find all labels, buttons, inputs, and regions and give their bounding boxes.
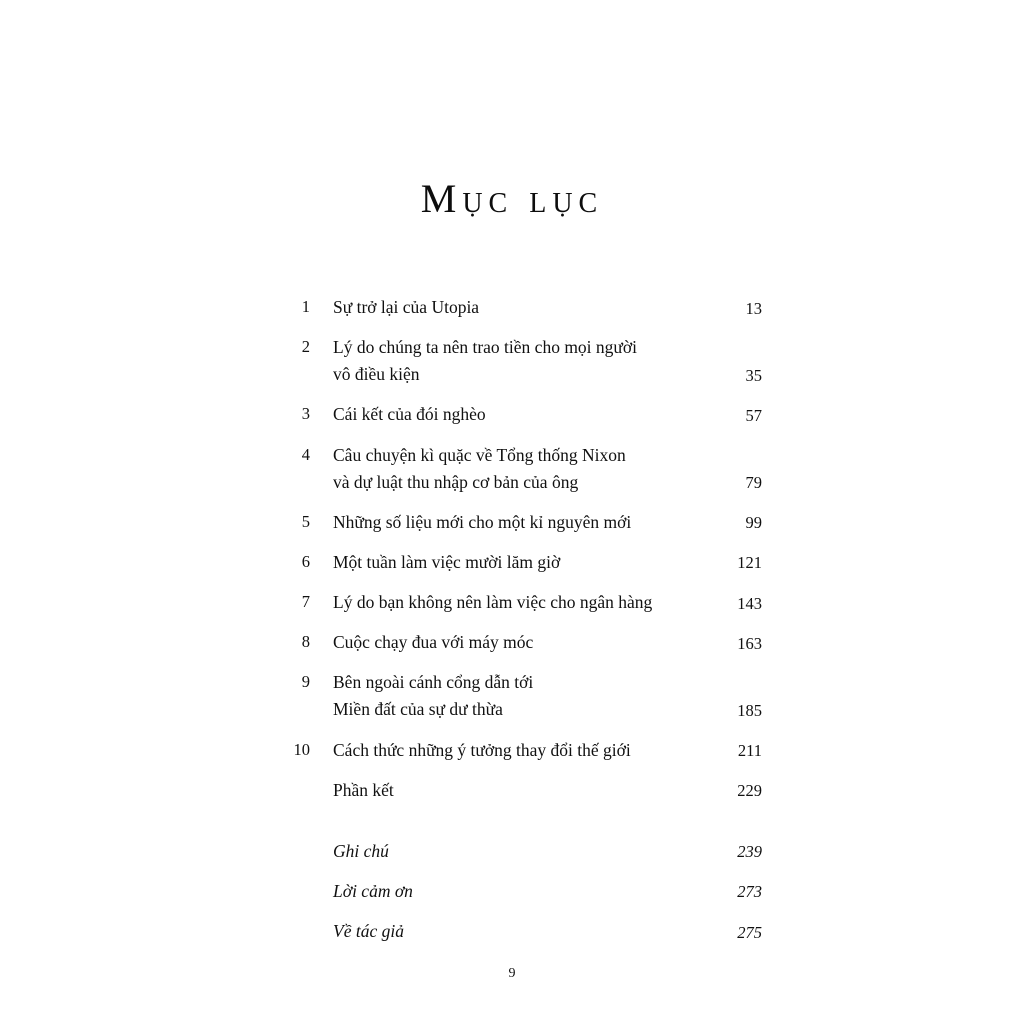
- page-folio-number: 9: [508, 966, 516, 981]
- chapter-title: [310, 737, 706, 764]
- chapter-page-number: 79: [745, 473, 762, 493]
- chapter-title-line-1: Những số liệu mới cho một kỉ nguyên mới: [333, 511, 632, 532]
- chapter-page-number: 185: [737, 700, 762, 720]
- chapter-page-number: 13: [745, 298, 762, 318]
- chapter-title: [310, 589, 706, 616]
- section-title-line-1: Về tác giả: [333, 921, 404, 941]
- chapter-title-line-1: Lý do chúng ta nên trao tiền cho mọi người: [333, 337, 638, 358]
- back-matter-list: [262, 838, 762, 945]
- chapter-title: [310, 334, 706, 388]
- list-item[interactable]: [262, 294, 762, 321]
- toc-entry-list: [262, 294, 762, 945]
- chapter-page-number: 163: [737, 633, 762, 653]
- chapter-page-number: 211: [737, 741, 762, 761]
- list-item[interactable]: [262, 549, 762, 576]
- list-item[interactable]: [262, 334, 762, 388]
- section-title: [310, 838, 706, 865]
- chapter-title-line-1: Cuộc chạy đua với máy móc: [333, 632, 534, 653]
- chapter-title-line-2: vô điều kiện: [333, 364, 420, 385]
- chapter-number: 10: [293, 739, 310, 759]
- chapter-title: [310, 401, 706, 428]
- chapter-title-line-1: Một tuần làm việc mười lăm giờ: [333, 551, 561, 572]
- chapter-page-number: 99: [745, 513, 762, 533]
- list-item[interactable]: [262, 589, 762, 616]
- section-page-number: 275: [737, 922, 762, 942]
- section-title-line-1: Ghi chú: [333, 840, 389, 861]
- list-item[interactable]: [262, 777, 762, 804]
- chapter-title-line-1: Bên ngoài cánh cổng dẫn tới: [333, 672, 534, 693]
- chapter-title-line-1: Cách thức những ý tưởng thay đổi thế giới: [333, 739, 631, 760]
- chapter-page-number: 143: [737, 593, 762, 613]
- chapter-number: 1: [301, 297, 310, 316]
- chapter-title-line-1: Sự trở lại của Utopia: [333, 297, 480, 317]
- chapter-number: 8: [301, 632, 310, 652]
- chapter-title: [310, 509, 706, 536]
- chapter-page-number: 229: [737, 781, 762, 801]
- chapter-title-line-1: Câu chuyện kì quặc về Tổng thống Nixon: [333, 444, 626, 465]
- chapter-number: 5: [301, 511, 310, 531]
- list-item[interactable]: [262, 509, 762, 536]
- chapter-title: [310, 669, 706, 723]
- list-item[interactable]: [262, 737, 762, 764]
- section-title-line-1: Lời cảm ơn: [333, 880, 413, 901]
- chapter-page-number: 35: [745, 365, 762, 385]
- chapter-title: [310, 777, 706, 804]
- section-page-number: 239: [737, 842, 762, 862]
- section-title: [310, 918, 706, 945]
- list-item[interactable]: [262, 838, 762, 865]
- list-item[interactable]: [262, 918, 762, 945]
- chapter-title: [310, 442, 706, 496]
- list-item[interactable]: [262, 878, 762, 905]
- section-title: [310, 878, 706, 905]
- list-item[interactable]: [262, 669, 762, 723]
- chapter-number: 7: [301, 592, 310, 611]
- chapter-number: 6: [301, 551, 310, 571]
- page-title: Mục lục: [420, 176, 604, 221]
- chapter-title-line-1: Lý do bạn không nên làm việc cho ngân hàng: [333, 592, 653, 612]
- chapter-number: 4: [301, 444, 310, 464]
- chapter-title-line-2: Miền đất của sự dư thừa: [333, 699, 503, 720]
- list-item[interactable]: [262, 442, 762, 496]
- chapter-number: 2: [301, 337, 310, 357]
- chapter-number: 9: [301, 672, 310, 692]
- chapter-page-number: 57: [745, 405, 762, 425]
- chapter-title-line-1: Phần kết: [333, 779, 394, 800]
- chapter-page-number: 121: [737, 553, 762, 573]
- chapter-title-line-2: và dự luật thu nhập cơ bản của ông: [333, 471, 579, 492]
- chapter-title: [310, 294, 706, 321]
- list-item[interactable]: [262, 629, 762, 656]
- chapter-title-line-1: Cái kết của đói nghèo: [333, 404, 486, 425]
- list-item[interactable]: [262, 401, 762, 428]
- chapter-title: [310, 549, 706, 576]
- section-page-number: 273: [737, 882, 762, 902]
- chapter-number: 3: [301, 404, 310, 424]
- chapter-title: [310, 629, 706, 656]
